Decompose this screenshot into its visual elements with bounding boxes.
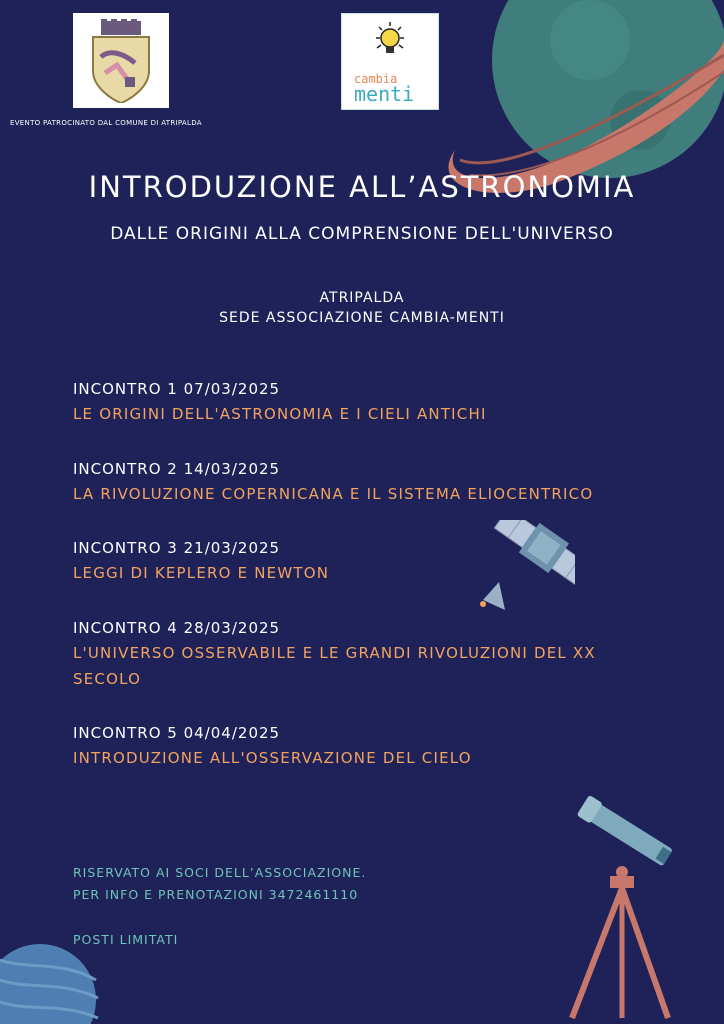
- limited-seats-note: POSTI LIMITATI: [73, 932, 179, 947]
- meeting-header: INCONTRO 2 14/03/2025: [73, 460, 281, 478]
- footer-members-note: RISERVATO AI SOCI DELL’ASSOCIAZIONE.: [73, 865, 367, 880]
- telescope-icon: [560, 790, 690, 1020]
- venue-block: [0, 288, 724, 328]
- meeting-topic: LA RIVOLUZIONE COPERNICANA E IL SISTEMA ELIOCENTRICO: [73, 485, 594, 503]
- venue-place: SEDE ASSOCIAZIONE CAMBIA-MENTI: [219, 310, 505, 326]
- footer-info: [73, 862, 366, 906]
- meeting-topic: INTRODUZIONE ALL'OSSERVAZIONE DEL CIELO: [73, 749, 472, 767]
- meeting-topic: LEGGI DI KEPLERO E NEWTON: [73, 564, 330, 582]
- logo-menti-text: menti: [354, 82, 415, 106]
- coat-of-arms-icon: [87, 19, 155, 103]
- meeting-topic-line2: SECOLO: [73, 670, 142, 688]
- meeting-item: [73, 457, 693, 507]
- meeting-topic: LE ORIGINI DELL'ASTRONOMIA E I CIELI ANTICHI: [73, 405, 487, 423]
- page-subtitle: DALLE ORIGINI ALLA COMPRENSIONE DELL'UNIVERSO: [110, 224, 614, 244]
- footer-contact: PER INFO E PRENOTAZIONI 3472461110: [73, 887, 359, 902]
- logo-cambia-text: cambia: [354, 72, 398, 86]
- meeting-item: [73, 377, 693, 427]
- venue-city: ATRIPALDA: [319, 290, 405, 306]
- satellite-icon: [475, 520, 575, 630]
- planet-icon: [0, 940, 100, 1024]
- meeting-topic: L'UNIVERSO OSSERVABILE E LE GRANDI RIVOLUZIONI DEL XX: [73, 644, 596, 662]
- patron-text: EVENTO PATROCINATO DAL COMUNE DI ATRIPALDA: [10, 119, 202, 127]
- page-title: INTRODUZIONE ALL’ASTRONOMIA: [88, 170, 636, 204]
- meeting-header: INCONTRO 5 04/04/2025: [73, 724, 281, 742]
- cambia-menti-logo: [341, 13, 439, 110]
- meeting-item: [73, 536, 693, 586]
- meeting-header: INCONTRO 3 21/03/2025: [73, 539, 281, 557]
- meeting-header: INCONTRO 4 28/03/2025: [73, 619, 281, 637]
- meeting-item: [73, 721, 693, 771]
- lightbulb-icon: [372, 20, 408, 60]
- coat-of-arms-logo: [73, 13, 169, 108]
- meeting-item: [73, 616, 693, 692]
- meeting-header: INCONTRO 1 07/03/2025: [73, 380, 281, 398]
